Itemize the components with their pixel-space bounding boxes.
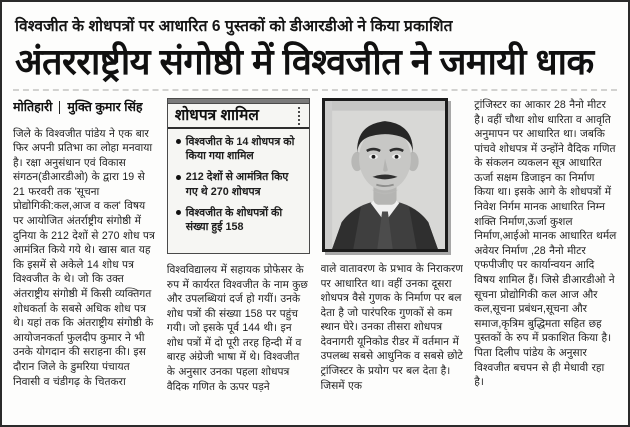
byline-location: मोतिहारी xyxy=(13,99,53,114)
infobox-header xyxy=(168,104,309,129)
article-column-4 xyxy=(474,98,617,404)
article-column-2 xyxy=(167,98,310,404)
infobox-bullet: 212 देशों से आमंत्रित किए गए थे 270 शोधपत्र xyxy=(175,170,303,198)
article-text-col3: वाले वातावरण के प्रभाव के निराकरण पर आधारित था। वहीं उनका दूसरा शोधपत्र वैसे गुणक के निर्माण पर बल देता है जो पारंपरिक गुणकों से कम स्थान घेरे। उनका तीसरा शोधपत्र देवनागरी यूनिकोड रीडर में वर्तमान में उपलब्ध सबसे आधुनिक व सबसे छोटे ट्रांजिस्टर के प्रयोग पर बल देता है।जिसमें एक xyxy=(320,262,464,392)
infobox-research-papers xyxy=(167,98,310,254)
infobox-bullet: विश्वजीत के शोधपत्रों की संख्या हुई 158 xyxy=(175,206,303,234)
portrait-photo-graphic xyxy=(325,101,445,249)
article-column-3 xyxy=(321,98,464,404)
infobox-bullet: विश्वजीत के 14 शोधपत्र को किया गया शामिल xyxy=(175,135,303,163)
article-column-1 xyxy=(13,98,156,404)
headline-divider xyxy=(13,89,617,91)
byline-reporter: मुक्ति कुमार सिंह xyxy=(67,99,143,114)
infobox-bullet-list xyxy=(168,129,309,245)
article-body xyxy=(13,98,617,404)
kicker-line: विश्वजीत के शोधपत्रों पर आधारित 6 पुस्तकों को डीआरडीओ ने किया प्रकाशित xyxy=(15,18,453,35)
article-text-col4: ट्रांजिस्टर का आकार 28 नैनो मीटर है। वहीं चौथा शोध धारिता व आवृति अनुमापन पर आधारित था। जबकि पांचवे शोधपत्र में उन्होंने वैदिक गणित के संकलन व्यकलन सूत्र आधारित ऊर्जा सक्षम डिजाइन का निर्माण किया था। इसके आगे के शोधपत्रों में निवेश निर्गम मानक आधारित निम्न शक्ति निर्माण,ऊर्जा कुशल निर्माण,आईओ मानक आधारित थर्मल अवेयर निर्माण ,28 नैनो मीटर एफपीजीए पर कार्यान्वयन आदि विषय शामिल हैं। जिसे डीआरडीओ ने सूचना प्रोद्योगिकी कल आज और कल,सूचना प्रबंधन,सूचना और समाज,कृत्रिम बुद्धिमता सहित छह पुस्तकों के रुप में प्रकाशित किया है। पिता दिलीप पांडेय के अनुसार विश्वजीत बचपन से ही मेधावी रहा है। xyxy=(474,98,617,389)
byline xyxy=(13,100,156,115)
article-text-col1: जिले के विश्वजीत पांडेय ने एक बार फिर अपनी प्रतिभा का लोहा मनवाया है। रक्षा अनुसंधान एवं विकास संगठन(डीआरडीओ) के द्वारा 19 से 21 फरवरी तक 'सूचना प्रोद्योगिकी:कल,आज व कल' विषय पर आयोजित अंतर्राष्ट्रीय संगोष्ठी में दुनिया के 212 देशों से 270 शोध पत्र आमंत्रित किये गये थे। खास बात यह कि इसमें से अकेले 14 शोध पत्र विश्वजीत के थे। जो कि उक्त अंतराष्ट्रीय संगोष्ठी में किसी व्यक्तिगत शोधकर्ता के सबसे अधिक शोध पत्र थे। यहां तक कि अंतराष्ट्रीय संगोष्ठी के आयोजनकर्ता फुलदीप कुमार ने भी उनके योगदान की सराहना की। इस दौरान जिले के डुमरिया पंचायत निवासी व चंडीगढ़ के चितकरा xyxy=(13,127,155,388)
dotted-line-icon xyxy=(298,107,300,125)
article-text-col2: विश्वविद्यालय में सहायक प्रोफेसर के रुप में कार्यरत विश्वजीत के नाम कुछ और उपलब्धियां दर्ज हो गयीं। उनके शोध पत्रों की संख्या 158 पर पहुंच गयी। जो इसके पूर्व 144 थी। इन शोध पत्रों में दो पूरी तरह हिन्दी में व बारह अंग्रेजी भाषा में थे। विश्वजीत के अनुसार उनका पहला शोधपत्र वैदिक गणित के ऊपर पड़ने xyxy=(166,263,308,393)
infobox-title: शोधपत्र शामिल xyxy=(174,106,259,124)
byline-divider xyxy=(59,101,60,114)
main-headline: अंतरराष्ट्रीय संगोष्ठी में विश्वजीत ने जमायी धाक xyxy=(15,41,594,82)
portrait-photo xyxy=(322,98,448,252)
